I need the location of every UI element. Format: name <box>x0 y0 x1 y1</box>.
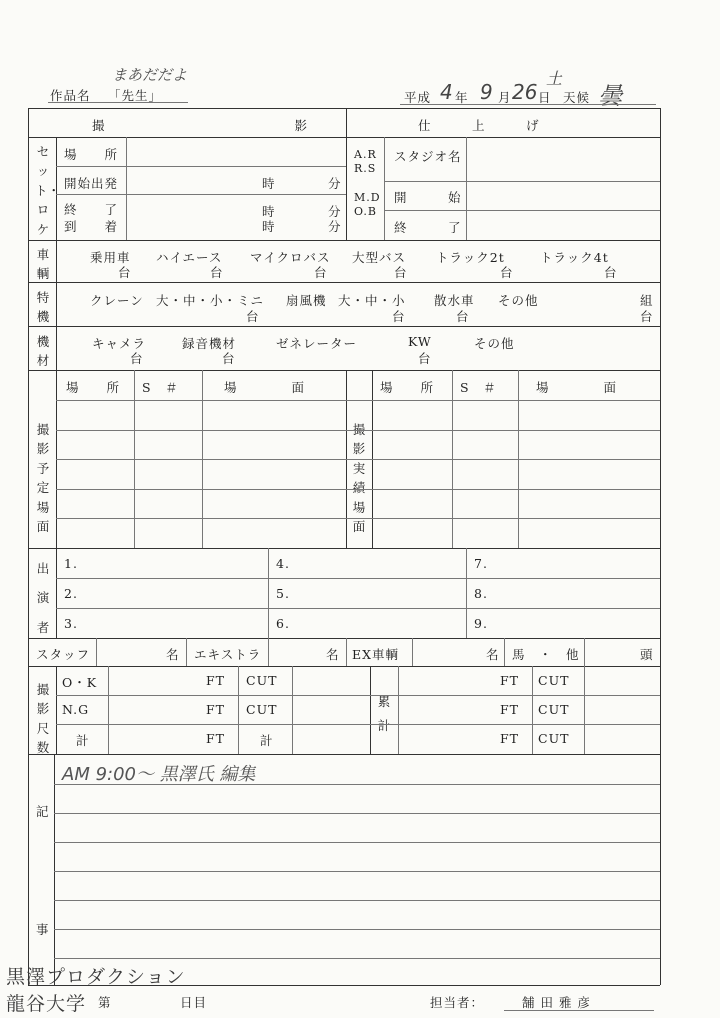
footage-side-divider <box>56 666 57 754</box>
scenes-bottom <box>28 548 660 549</box>
planned-col-scene: 場 面 <box>224 380 306 395</box>
rs-label: R.S <box>354 162 377 175</box>
staff-div-4 <box>346 638 347 666</box>
footage-bottom <box>28 754 660 755</box>
staff-div-2 <box>186 638 187 666</box>
cast-row-line-1 <box>56 578 660 579</box>
cast-col-div-2 <box>466 548 467 638</box>
notes-label-1: 記 <box>36 804 50 819</box>
horse-head-unit: 頭 <box>640 647 654 662</box>
equipment-camera: キャメラ <box>92 336 147 351</box>
actual-scenes-label: 撮影実績場面 <box>352 422 366 534</box>
equipment-unit-2: 台 <box>222 351 236 366</box>
md-label: M.D <box>354 191 381 204</box>
footage-mid-divider <box>370 666 371 754</box>
title-underline <box>48 102 188 103</box>
ar-divider <box>384 137 385 240</box>
era-label: 平成 <box>404 90 432 105</box>
scenes-header-line <box>56 400 660 401</box>
vehicle-truck4t: トラック4t <box>540 250 609 265</box>
vehicle-truck2t: トラック2t <box>436 250 505 265</box>
staff-div-5 <box>412 638 413 666</box>
cumulative-cut-2: CUT <box>538 702 570 717</box>
vehicle-hiace: ハイエース <box>156 250 223 265</box>
weather-value: 曇 <box>598 82 622 110</box>
set-loca-divider <box>56 137 57 240</box>
special-unit-4: 台 <box>640 309 654 324</box>
footer-person-name: 舗 田 雅 彦 <box>522 995 591 1010</box>
start-row-line <box>56 194 346 195</box>
vehicle-microbus: マイクロバス <box>250 250 331 265</box>
cumulative-ft-1: FT <box>500 673 520 688</box>
actual-col-place: 場 所 <box>380 380 435 395</box>
date-underline <box>400 104 656 105</box>
end-label-1: 終 了 <box>64 202 119 217</box>
cast-num-2: 2. <box>64 586 78 601</box>
footage-label: 撮影尺数 <box>36 682 50 756</box>
special-crane: クレーン <box>90 293 144 308</box>
footer-day-prefix: 第 <box>98 995 112 1010</box>
vehicle-unit-3: 台 <box>314 265 328 280</box>
special-fan-size: 大・中・小 <box>338 293 406 308</box>
actual-col-scene: 場 面 <box>536 380 618 395</box>
special-unit-1: 台 <box>246 309 260 324</box>
scenes-row-line-3 <box>56 489 660 490</box>
scenes-row-line-1 <box>56 430 660 431</box>
ob-label: O.B <box>354 205 377 218</box>
footage-div-5 <box>532 666 533 754</box>
vehicle-unit-5: 台 <box>500 265 514 280</box>
footage-div-4 <box>398 666 399 754</box>
ex-car-label: EX車輌 <box>352 647 400 662</box>
frame-top <box>28 108 660 109</box>
mid-divider-top <box>346 108 347 240</box>
frame-right <box>660 108 661 985</box>
end-hour-unit-1: 時 <box>262 204 276 219</box>
footer-day-suffix: 日目 <box>180 995 208 1010</box>
notes-divider <box>54 754 55 985</box>
equipment-unit-3: 台 <box>418 351 432 366</box>
set-loca-label: セット・ロケ <box>35 144 61 237</box>
footage-cut-1: CUT <box>246 673 278 688</box>
special-bottom <box>28 326 660 327</box>
end-hour-unit-2: 時 <box>262 219 276 234</box>
special-set-unit: 組 <box>640 293 654 308</box>
planned-col-place: 場 所 <box>66 380 121 395</box>
cumulative-label: 累計 <box>377 694 391 733</box>
ar-end-label: 終 了 <box>394 220 462 235</box>
year-unit: 年 <box>455 90 469 105</box>
footage-cut-2: CUT <box>246 702 278 717</box>
notes-line-3 <box>54 842 660 843</box>
special-crane-size: 大・中・小・ミニ <box>156 293 265 308</box>
cast-divider <box>56 548 57 638</box>
end-minute-unit-1: 分 <box>328 204 342 219</box>
watermark-line2: 龍谷大学 <box>6 993 87 1015</box>
month-unit: 月 <box>498 90 512 105</box>
cast-label: 出演者 <box>36 561 50 635</box>
footage-div-2 <box>238 666 239 754</box>
place-row-line <box>56 166 346 167</box>
vehicles-divider <box>56 240 57 282</box>
day-unit: 日 <box>538 90 552 105</box>
vehicles-label: 車輌 <box>36 247 50 282</box>
actual-col-snum: S ＃ <box>460 380 497 395</box>
footage-total-2: 計 <box>260 733 274 748</box>
studio-label: スタジオ名 <box>394 149 462 164</box>
notes-line-5 <box>54 900 660 901</box>
footage-ng: N.G <box>62 702 90 717</box>
cast-bottom <box>28 638 660 639</box>
notes-line-1 <box>54 784 660 785</box>
watermark-line1: 黒澤プロダクション <box>6 966 186 988</box>
cast-num-8: 8. <box>474 586 488 601</box>
footage-row-line-2 <box>56 724 660 725</box>
start-minute-unit: 分 <box>328 176 342 191</box>
footage-div-6 <box>584 666 585 754</box>
cumulative-ft-3: FT <box>500 731 520 746</box>
place-label: 場 所 <box>64 147 119 162</box>
staff-div-1 <box>96 638 97 666</box>
footage-total: 計 <box>76 733 90 748</box>
cast-num-9: 9. <box>474 616 488 631</box>
ar-start-label: 開 始 <box>394 190 462 205</box>
notes-line-2 <box>54 813 660 814</box>
footage-row-line-1 <box>56 695 660 696</box>
staff-bottom <box>28 666 660 667</box>
special-label: 特機 <box>36 290 50 325</box>
staff-div-7 <box>584 638 585 666</box>
planned-col-snum: S ＃ <box>142 380 179 395</box>
planned-scenes-label: 撮影予定場面 <box>36 422 50 534</box>
special-fan: 扇風機 <box>286 293 327 308</box>
vehicle-car: 乗用車 <box>90 250 131 265</box>
staff-name-unit: 名 <box>166 647 180 662</box>
end-minute-unit-2: 分 <box>328 219 342 234</box>
equipment-label: 機材 <box>36 334 50 369</box>
heading-bottom <box>28 137 660 138</box>
staff-label: スタッフ <box>36 647 91 662</box>
equipment-sound: 録音機材 <box>182 336 237 351</box>
set-loca-bottom <box>28 240 660 241</box>
special-other: その他 <box>498 293 539 308</box>
scenes-row-line-4 <box>56 518 660 519</box>
month-value: 9 <box>480 80 493 104</box>
cumulative-cut-3: CUT <box>538 731 570 746</box>
footer-person-label: 担当者： <box>430 995 485 1010</box>
cast-row-line-2 <box>56 608 660 609</box>
equipment-kw: KW <box>408 334 432 349</box>
horse-label: 馬 ・ 他 <box>512 647 580 662</box>
cast-col-div-1 <box>268 548 269 638</box>
special-divider <box>56 282 57 326</box>
weekday-value: 土 <box>546 69 563 88</box>
start-hour-unit: 時 <box>262 176 276 191</box>
equipment-generator: ゼネレーター <box>276 336 358 351</box>
special-sprinkler: 散水車 <box>434 293 475 308</box>
vehicle-bigbus: 大型バス <box>352 250 407 265</box>
cast-num-3: 3. <box>64 616 78 631</box>
vehicles-bottom <box>28 282 660 283</box>
studio-row-line <box>384 181 660 182</box>
equipment-unit-1: 台 <box>130 351 144 366</box>
footage-ft-2: FT <box>206 702 226 717</box>
section-shooting: 撮 影 <box>92 118 309 133</box>
cumulative-cut-1: CUT <box>538 673 570 688</box>
footage-ok: O・K <box>62 675 98 690</box>
vehicle-unit-2: 台 <box>210 265 224 280</box>
cumulative-ft-2: FT <box>500 702 520 717</box>
footage-div-1 <box>108 666 109 754</box>
vehicle-unit-6: 台 <box>604 265 618 280</box>
start-label: 開始出発 <box>64 176 119 191</box>
title-handwritten: まあだだよ <box>112 66 188 84</box>
ar-start-line <box>384 210 660 211</box>
extra-label: エキストラ <box>194 647 262 662</box>
extra-name-unit: 名 <box>326 647 340 662</box>
staff-div-3 <box>268 638 269 666</box>
day-value: 26 <box>512 80 538 104</box>
year-value: 4 <box>440 80 453 104</box>
notes-line-7 <box>54 958 660 959</box>
footer-underline <box>504 1010 654 1011</box>
cast-num-6: 6. <box>276 616 290 631</box>
cast-num-7: 7. <box>474 556 488 571</box>
notes-line-4 <box>54 871 660 872</box>
place-value-divider <box>126 137 127 240</box>
studio-value-divider <box>466 137 467 240</box>
footage-ft-3: FT <box>206 731 226 746</box>
vehicle-unit-1: 台 <box>118 265 132 280</box>
notes-label-2: 事 <box>36 922 50 937</box>
vehicle-unit-4: 台 <box>394 265 408 280</box>
ar-label: A.R <box>354 148 377 161</box>
cast-num-5: 5. <box>276 586 290 601</box>
title-label: 作品名 <box>50 88 91 103</box>
section-finishing: 仕 上 げ <box>418 118 540 133</box>
weather-label: 天候 <box>563 90 591 105</box>
title-value: 「先生」 <box>108 88 163 103</box>
equipment-divider <box>56 326 57 370</box>
end-label-2: 到 着 <box>64 219 119 234</box>
footage-div-3 <box>292 666 293 754</box>
footage-ft-1: FT <box>206 673 226 688</box>
scenes-row-line-2 <box>56 459 660 460</box>
ex-car-name-unit: 名 <box>486 647 500 662</box>
equipment-bottom <box>28 370 660 371</box>
special-unit-3: 台 <box>456 309 470 324</box>
cast-num-4: 4. <box>276 556 290 571</box>
equipment-other: その他 <box>474 336 515 351</box>
staff-div-6 <box>504 638 505 666</box>
notes-line-6 <box>54 929 660 930</box>
special-unit-2: 台 <box>392 309 406 324</box>
notes-entry: AM 9:00〜 黒澤氏 編集 <box>62 764 256 785</box>
cast-num-1: 1. <box>64 556 78 571</box>
